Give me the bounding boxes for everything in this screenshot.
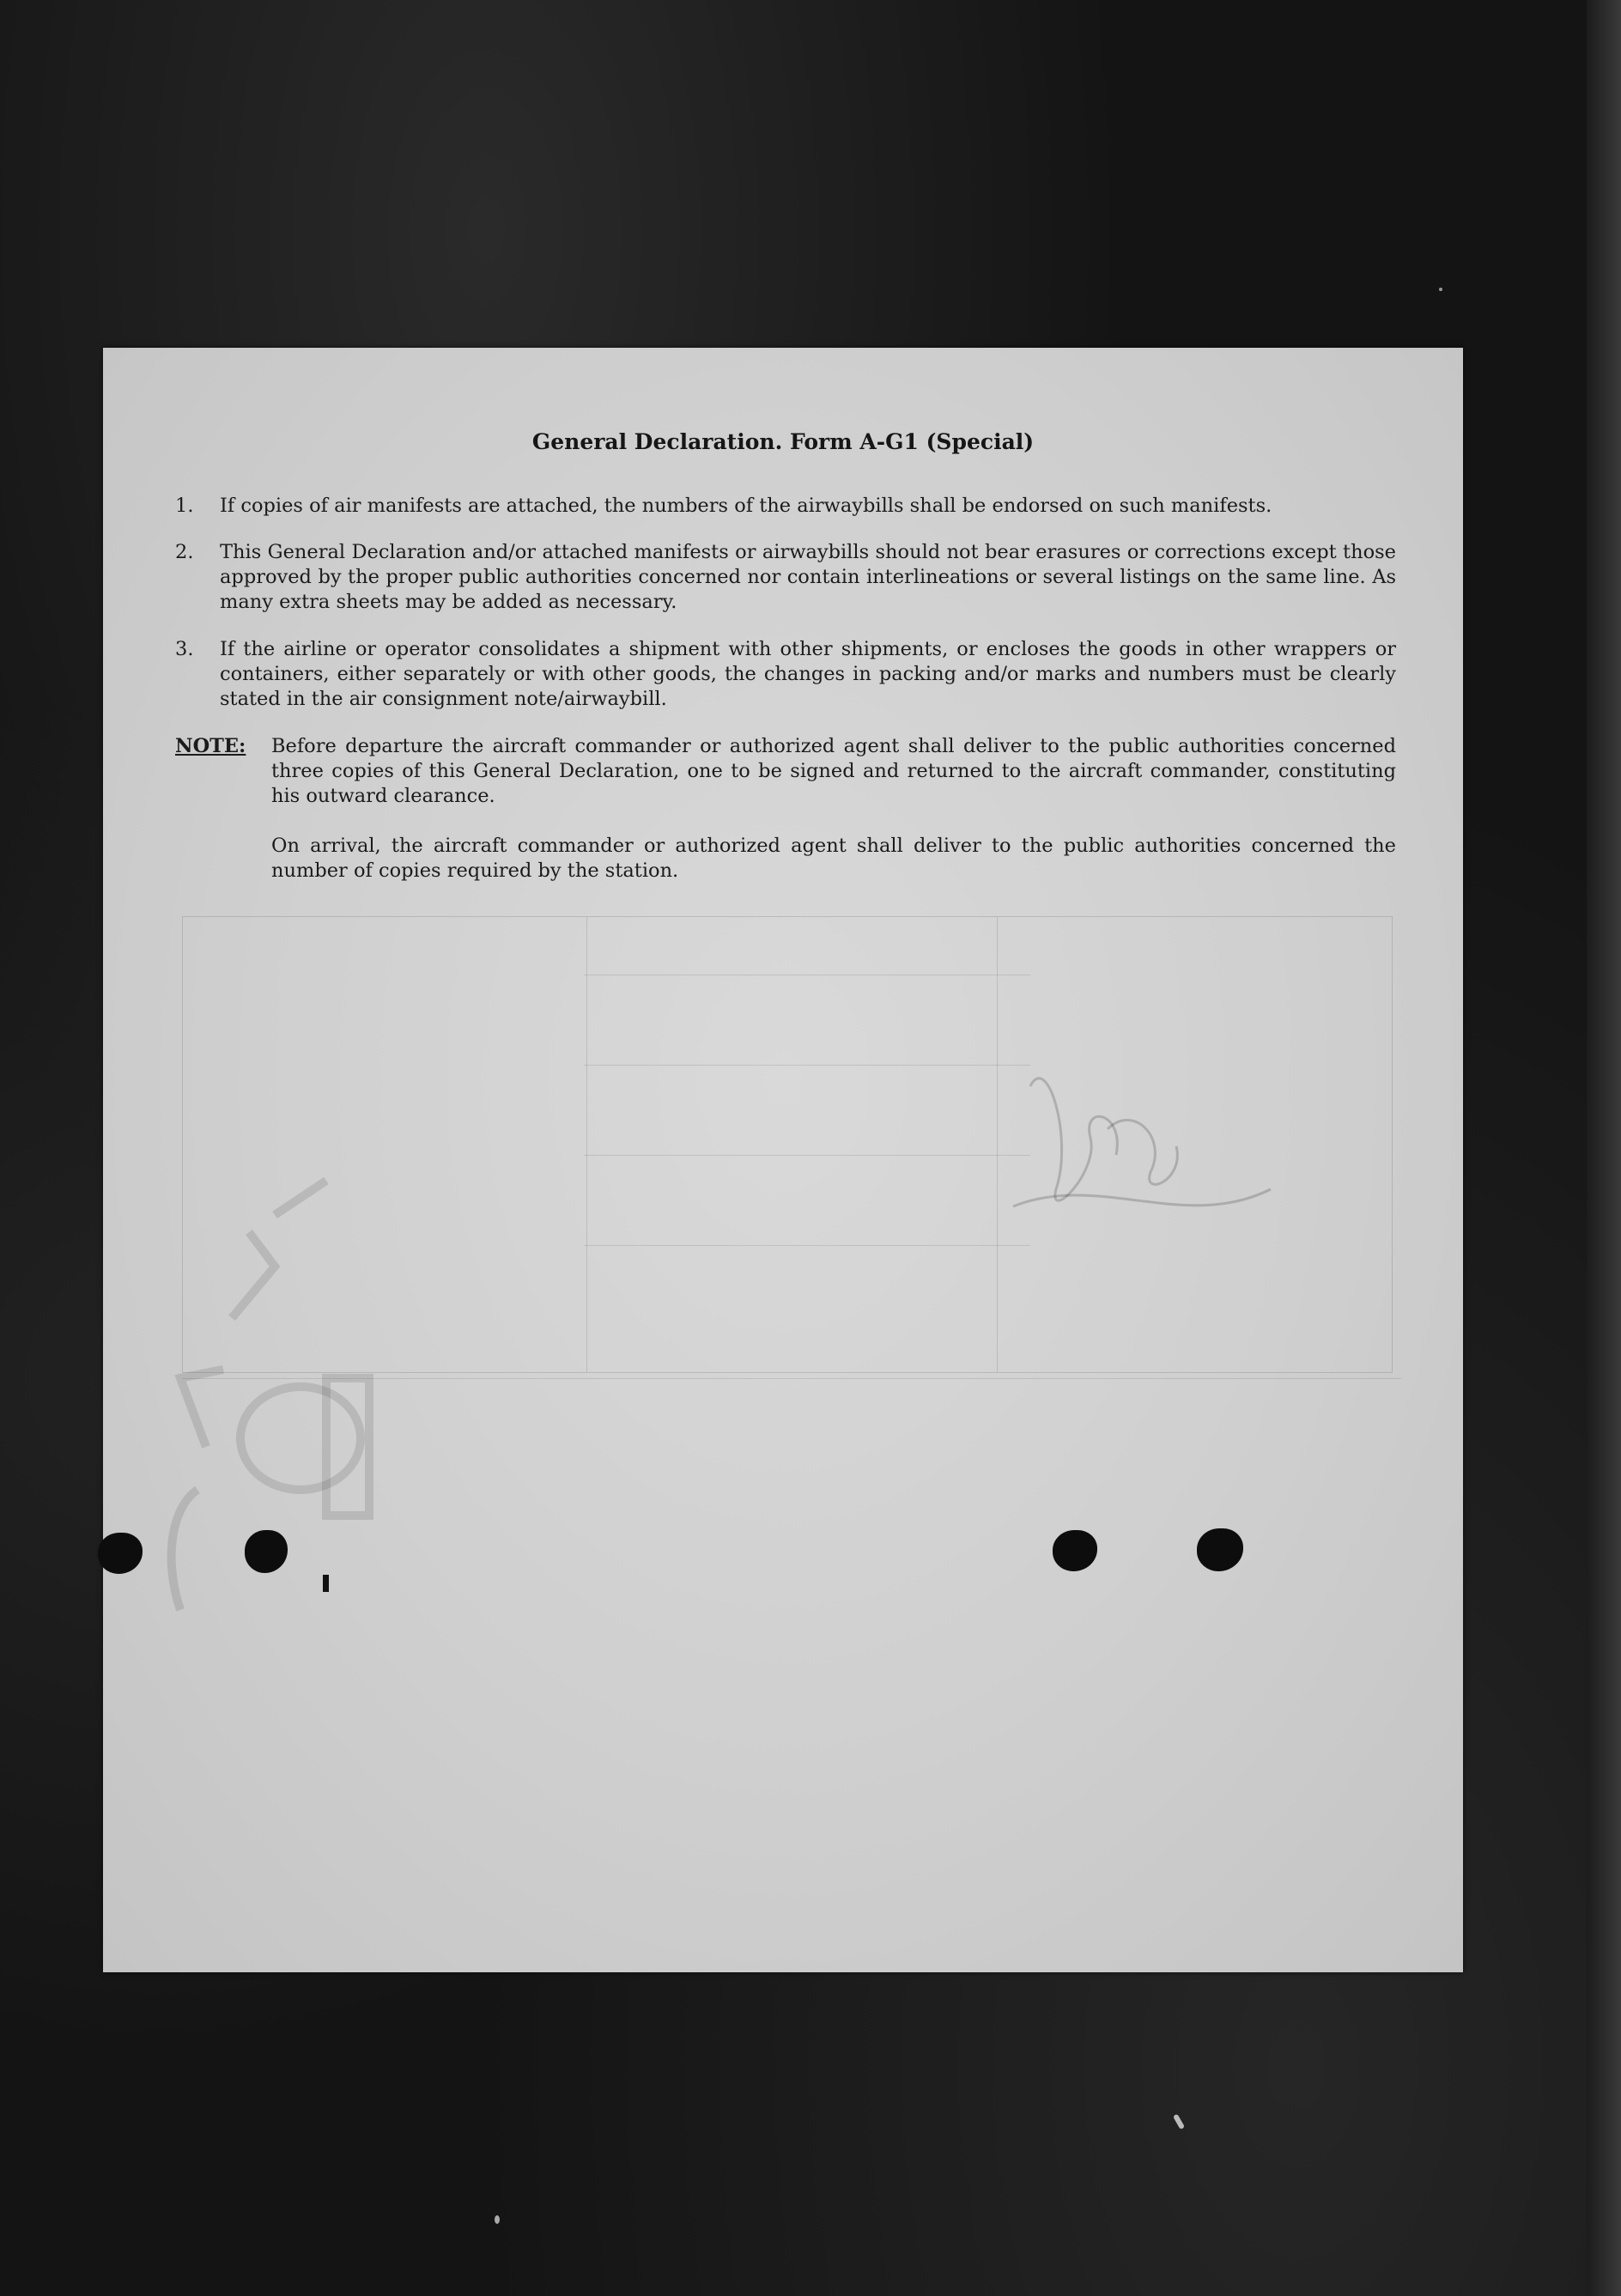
bleed-through-stamp <box>146 1163 429 1644</box>
dust-speck <box>1439 288 1442 291</box>
instruction-item-1 <box>175 494 1396 519</box>
note-section <box>175 734 1396 809</box>
instruction-item-3 <box>175 637 1396 712</box>
ink-mark <box>323 1575 329 1592</box>
document-page <box>103 348 1463 1972</box>
arrival-paragraph: On arrival, the aircraft commander or authorized agent shall deliver to the public authorities concerned the number of copies required by the station. <box>271 835 1396 882</box>
item-text: If copies of air manifests are attached, the numbers of the airwaybills shall be endorsed on such manifests. <box>220 495 1272 517</box>
bleed-through-line <box>584 1065 1030 1066</box>
bleed-through-line <box>584 1245 1030 1246</box>
bleed-through-signature <box>996 1035 1279 1258</box>
item-text: This General Declaration and/or attached manifests or airwaybills should not bear erasures or corrections except those approved by the proper public authorities concerned nor contain interlineations or several listings on the same line. As many extra sheets may be added as necessary. <box>220 541 1396 613</box>
item-number: 2. <box>175 541 194 563</box>
item-number: 3. <box>175 638 194 660</box>
note-label: NOTE: <box>175 735 246 757</box>
document-title: General Declaration. Form A-G1 (Special) <box>531 429 1035 454</box>
note-text: Before departure the aircraft commander or authorized agent shall deliver to the public authorities concerned three copies of this General Declaration, one to be signed and returned to the aircraft commander, constituting his outward clearance. <box>271 735 1396 807</box>
scanner-edge <box>1587 0 1621 2296</box>
item-text: If the airline or operator consolidates a shipment with other shipments, or encloses the goods in other wrappers or containers, either separately or with other goods, the changes in packing and/or marks and numbers must be clearly stated in the air consignment note/airwaybill. <box>220 638 1396 710</box>
dust-speck <box>495 2215 500 2224</box>
bleed-through-line <box>584 1155 1030 1156</box>
instruction-item-2 <box>175 540 1396 615</box>
item-number: 1. <box>175 495 194 517</box>
